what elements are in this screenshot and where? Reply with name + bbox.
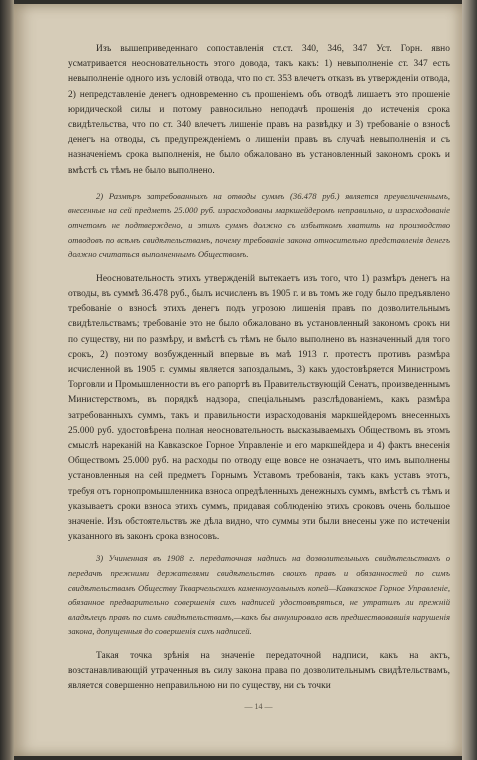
quote-2: 2) Размѣръ затребованныхъ на отводы суммъ (36.478 руб.) является преувеличеннымъ, внесенные на сей предметъ 25.000 руб. израсходованы маркшейдеромъ неправильно, и израсходованіе отчетомъ не подтверждено, и этихъ суммъ должно съ избыткомъ хватить на производство отводовъ по всѣмъ свидѣтельствамъ, почему требованіе закона относительно представленія денегъ должно считаться выполненнымъ Обществомъ.	[68, 190, 450, 260]
page-content	[68, 42, 450, 695]
quote-3: 3) Учиненная въ 1908 г. передаточная надпись на дозволительныхъ свидѣтельствахъ о передачѣ прежними держателями свидѣтельствъ своихъ правъ и обязанностей по симъ свидѣтельствамъ Обществу Ткварчельскихъ каменноугольныхъ копей—Кавказское Горное Управленіе, обязанное предварительно совершенія сихъ надписей удостовѣряться, не утратилъ ли прежній владѣлецъ правъ по симъ свидѣтельствамъ,—какъ бы аннулировало всѣ предшествовавшія нарушенія закона, допущенныя до совершенія сихъ надписей.	[68, 553, 450, 637]
paragraph-1: Изъ вышеприведеннаго сопоставленія ст.ст. 340, 346, 347 Уст. Горн. явно усматривается неосновательность этого довода, такъ какъ: 1) невыполненіе ст. 347 есть невыполненіе одного изъ условій отвода, что по ст. 353 влечетъ отказъ въ утвержденіи отвода, 2) непредставленіе денегъ одновременно съ прошеніемъ объ отводѣ лишаетъ это прошеніе юридической силы и потому равносильно неподачѣ прошенія до истеченія срока свидѣтельства, что по ст. 340 влечетъ лишеніе правъ на развѣдку и 3) требованіе о взносѣ денегъ на отводы, съ предупрежденіемъ о лишеніи правъ въ случаѣ невыполненія и съ назначеніемъ срока выполненія, не было обжаловано въ установленный закономъ срокъ и вмѣстѣ съ тѣмъ не было выполнено.	[68, 44, 450, 176]
page-number: — 14 —	[244, 702, 273, 711]
page-footer	[0, 702, 477, 711]
paragraph-2: Неосновательность этихъ утвержденій вытекаетъ изъ того, что 1) размѣръ денегъ на отводы, въ суммѣ 36.478 руб., былъ исчисленъ въ 1905 г. и въ томъ же году было предъявлено требованіе о взносѣ этихъ денегъ подъ угрозою лишенія правъ по дозволительнымъ свидѣтельствамъ; требованіе это не было обжаловано въ установленный закономъ срокъ ни по существу, ни по размѣру, и вмѣстѣ съ тѣмъ не было выполнено въ назначенный для того срокъ, 2) поэтому возбужденный впервые въ маѣ 1913 г. протестъ противъ размѣра исчисленной въ 1905 г. суммы является запоздалымъ, 3) какъ удостовѣряется Министромъ Торговли и Промышленности въ его рапортѣ въ Правительствующій Сенатъ, произведеннымъ Министерствомъ, въ порядкѣ надзора, спеціальнымъ разслѣдованіемъ, какъ размѣра затребованныхъ суммъ, такъ и правильности израсходованія маркшейдеромъ внесенныхъ 25.000 руб. удостовѣрена полная неосновательность высказываемыхъ Обществомъ въ этомъ смыслѣ нареканій на Кавказское Горное Управленіе и его маркшейдера и 4) фактъ внесенія Обществомъ 25.000 руб. на расходы по отводу еще вовсе не означаетъ, что имъ выполнены установленныя на сей предметъ Горнымъ Уставомъ требованія, такъ какъ уставъ этотъ, требуя отъ горнопромышленника взноса опредѣленныхъ денежныхъ суммъ, вмѣстѣ съ тѣмъ и указываетъ сроки взноса этихъ суммъ, придавая соблюденію этихъ сроковъ очень большое значеніе. Изъ обстоятельствъ же дѣла видно, что суммы эти были внесены уже по истеченіи указанного въ законъ срока взносовъ.	[68, 273, 450, 543]
book-spine-edge	[0, 0, 14, 760]
paragraph-3: Такая точка зрѣнія на значеніе передаточной надписи, какъ на актъ, возстанавливающій утраченныя въ силу закона права по дозволительнымъ свидѣтельствамъ, является совершенно неправильною ни по существу, ни съ точки	[68, 651, 450, 692]
page-right-edge	[462, 0, 477, 760]
